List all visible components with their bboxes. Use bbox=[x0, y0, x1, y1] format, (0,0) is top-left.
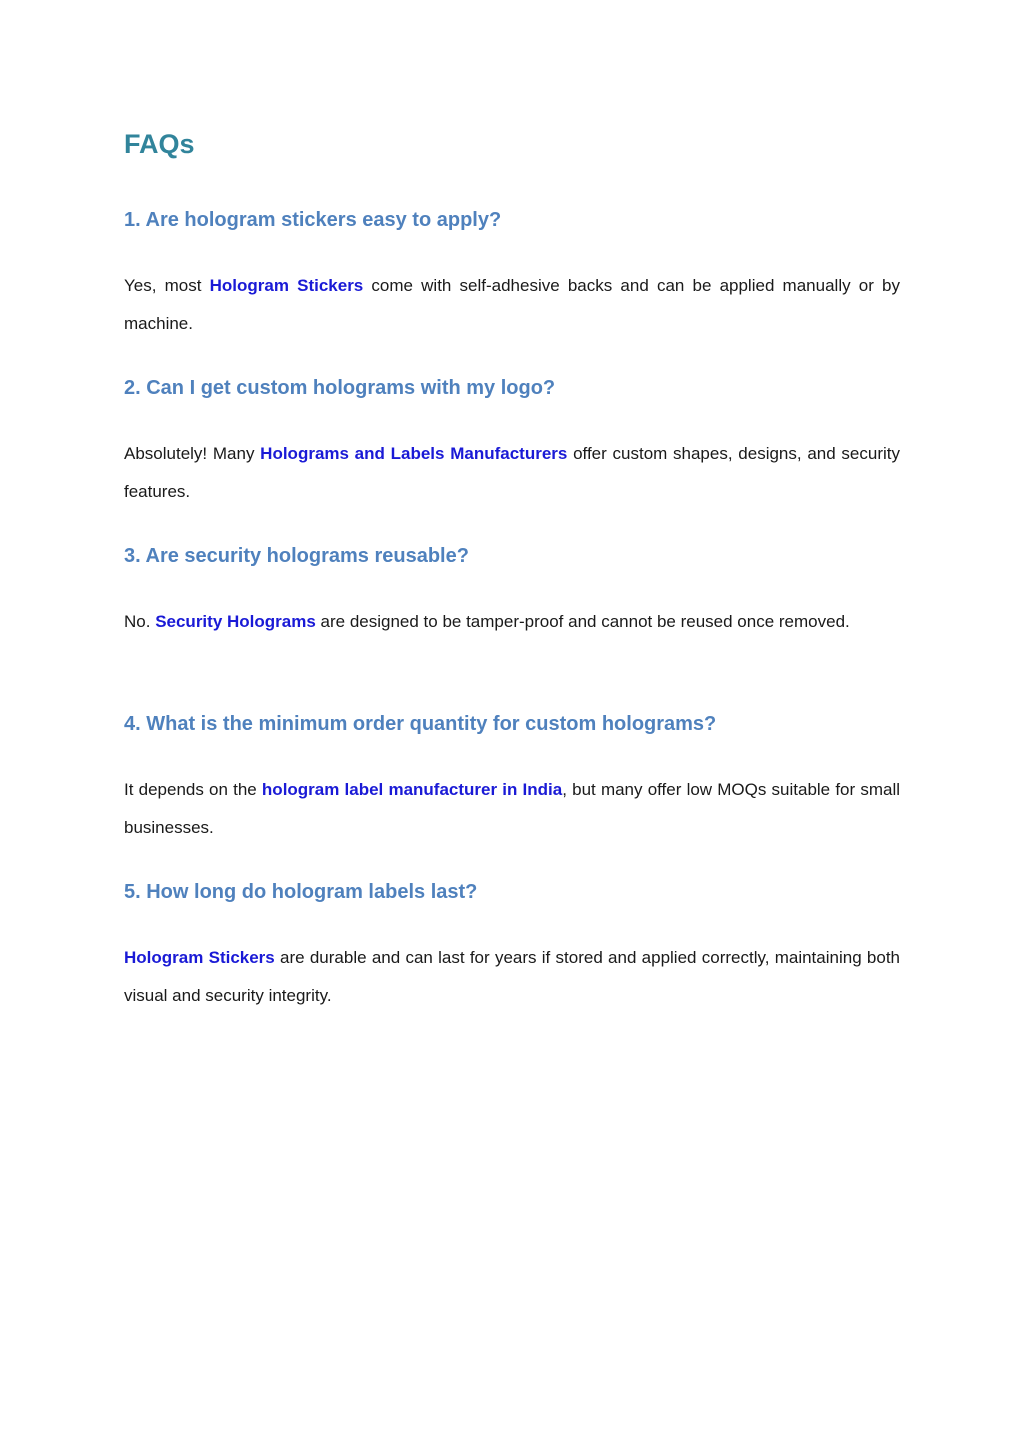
faq-answer-5 bbox=[124, 939, 900, 1015]
faq-question-4: 4. What is the minimum order quantity for custom holograms? bbox=[124, 713, 717, 735]
faq-answer-1-text-before: Yes, most bbox=[124, 276, 210, 295]
holograms-labels-manufacturers-link[interactable]: Holograms and Labels Manufacturers bbox=[260, 444, 568, 463]
hologram-stickers-link[interactable]: Hologram Stickers bbox=[209, 276, 364, 295]
hologram-label-manufacturer-india-link[interactable]: hologram label manufacturer in India bbox=[261, 780, 563, 799]
faq-answer-3-text-before: No. bbox=[124, 612, 156, 631]
faq-answer-2-text-after: offer custom shapes, designs, and security features. bbox=[124, 444, 900, 501]
faq-question-3: 3. Are security holograms reusable? bbox=[124, 545, 469, 567]
security-holograms-link[interactable]: Security Holograms bbox=[155, 612, 316, 631]
faq-answer-3 bbox=[124, 603, 900, 641]
faq-question-2: 2. Can I get custom holograms with my logo? bbox=[124, 377, 556, 399]
faq-question-1: 1. Are hologram stickers easy to apply? bbox=[124, 209, 502, 231]
faq-answer-2-text-before: Absolutely! Many bbox=[124, 444, 261, 463]
faq-answer-4-text-before: It depends on the bbox=[124, 780, 262, 799]
page-title: FAQs bbox=[124, 129, 195, 159]
faq-answer-1 bbox=[124, 267, 900, 343]
faq-answer-3-text-after: are designed to be tamper-proof and cannot be reused once removed. bbox=[315, 612, 850, 631]
faq-answer-4-text-after: , but many offer low MOQs suitable for small businesses. bbox=[124, 780, 900, 837]
faq-answer-1-text-after: come with self-adhesive backs and can be applied manually or by machine. bbox=[124, 276, 900, 333]
faq-answer-5-text-after: are durable and can last for years if stored and applied correctly, maintaining both visual and security integrity. bbox=[124, 948, 900, 1005]
faq-question-5: 5. How long do hologram labels last? bbox=[124, 881, 478, 903]
faq-answer-4 bbox=[124, 771, 900, 847]
faq-answer-2 bbox=[124, 435, 900, 511]
hologram-stickers-link-2[interactable]: Hologram Stickers bbox=[124, 948, 275, 967]
